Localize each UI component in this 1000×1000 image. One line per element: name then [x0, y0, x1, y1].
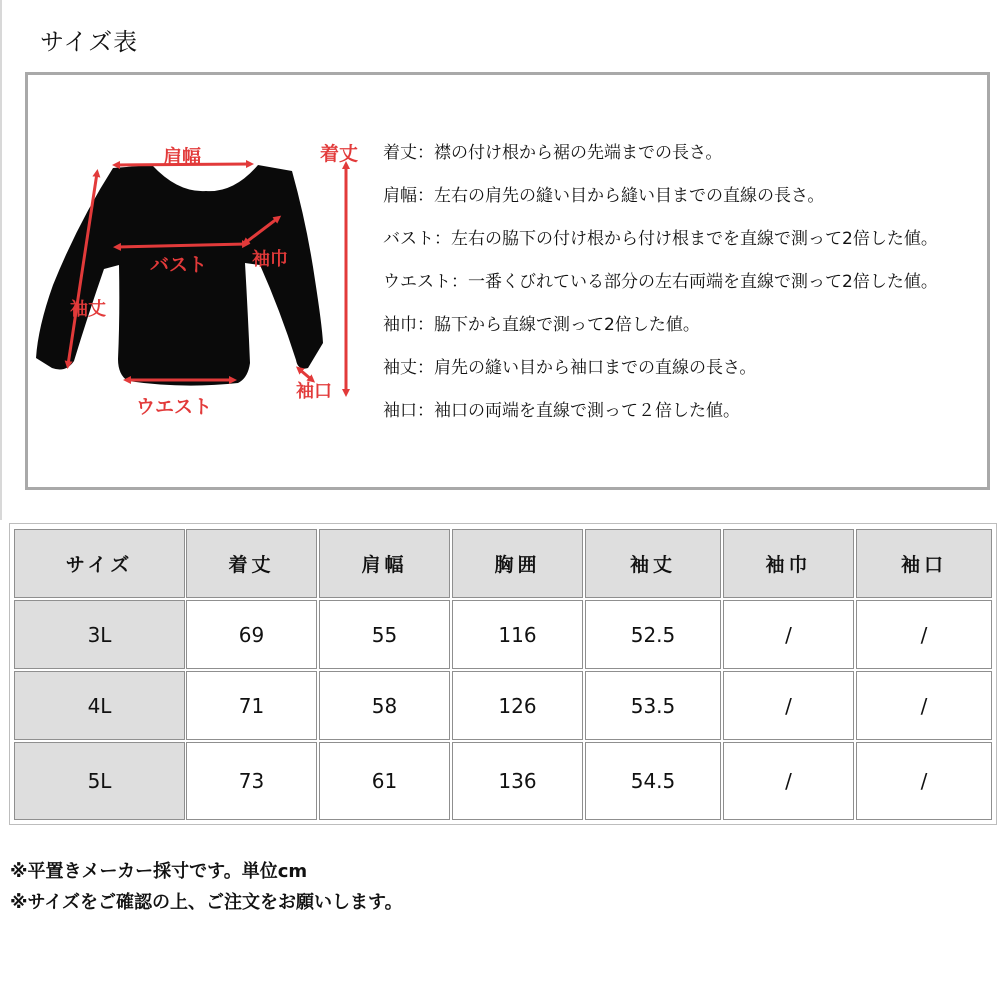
header-cuff: 袖口 [856, 529, 992, 598]
label-cuff: 袖口 [296, 381, 332, 402]
table-cell: / [723, 742, 854, 820]
definition-bust: バスト：左右の脇下の付け根から付け根までを直線で測って2倍した値。 [383, 229, 938, 249]
page-left-border [0, 0, 2, 520]
definition-waist: ウエスト：一番くびれている部分の左右両端を直線で測って2倍した値。 [383, 272, 938, 292]
definition-shoulder: 肩幅：左右の肩先の縫い目から縫い目までの直線の長さ。 [383, 186, 825, 206]
header-sleeve-length: 袖丈 [585, 529, 721, 598]
table-cell: 58 [319, 671, 450, 740]
row-size-4l: 4L [14, 671, 185, 740]
cuff-arrow [299, 369, 312, 380]
size-table [9, 523, 997, 825]
header-shoulder: 肩幅 [319, 529, 450, 598]
table-cell: 126 [452, 671, 583, 740]
table-cell: 52.5 [585, 600, 721, 669]
label-sleeve-length: 袖丈 [70, 299, 106, 320]
row-size-5l: 5L [14, 742, 185, 820]
label-shoulder: 肩幅 [163, 146, 202, 168]
measurement-definitions [383, 138, 938, 439]
table-cell: / [856, 742, 992, 820]
header-chest: 胸囲 [452, 529, 583, 598]
measurement-diagram-panel [25, 72, 990, 490]
header-size: サイズ [14, 529, 185, 598]
definition-sleeve-length: 袖丈：肩先の縫い目から袖口までの直線の長さ。 [383, 358, 757, 378]
header-sleeve-width: 袖巾 [723, 529, 854, 598]
table-cell: 136 [452, 742, 583, 820]
label-sleeve-width: 袖巾 [252, 249, 288, 270]
table-cell: / [723, 600, 854, 669]
table-cell: 116 [452, 600, 583, 669]
table-cell: 55 [319, 600, 450, 669]
label-bust: バスト [150, 254, 208, 276]
note-confirm: ※サイズをご確認の上、ご注文をお願いします。 [10, 892, 403, 913]
table-cell: 69 [186, 600, 317, 669]
table-cell: 53.5 [585, 671, 721, 740]
row-size-3l: 3L [14, 600, 185, 669]
table-cell: / [856, 671, 992, 740]
definition-cuff: 袖口：袖口の両端を直線で測って２倍した値。 [383, 401, 740, 421]
definition-sleeve-width: 袖巾：脇下から直線で測って2倍した値。 [383, 315, 700, 335]
table-cell: / [856, 600, 992, 669]
label-waist: ウエスト [136, 396, 213, 418]
label-length: 着丈 [320, 143, 359, 165]
table-cell: 73 [186, 742, 317, 820]
header-length: 着丈 [186, 529, 317, 598]
table-cell: / [723, 671, 854, 740]
page-title: サイズ表 [40, 28, 139, 56]
table-cell: 71 [186, 671, 317, 740]
note-measurement: ※平置きメーカー採寸です。単位cm [10, 861, 308, 882]
definition-length: 着丈：襟の付け根から裾の先端までの長さ。 [383, 143, 723, 163]
table-cell: 61 [319, 742, 450, 820]
table-cell: 54.5 [585, 742, 721, 820]
